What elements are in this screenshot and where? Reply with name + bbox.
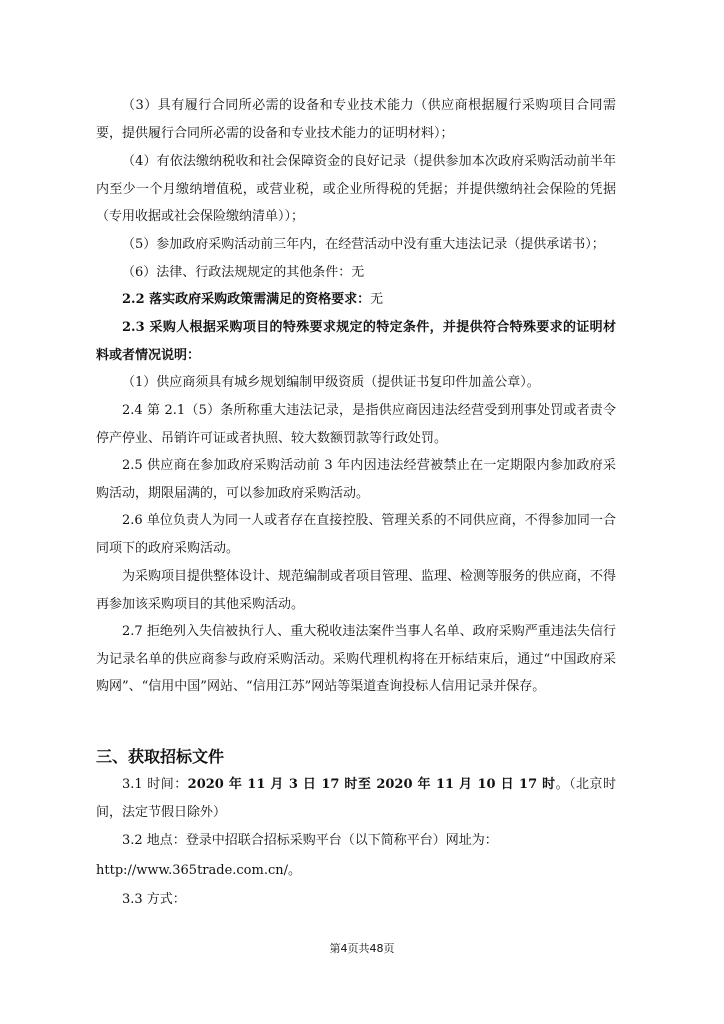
paragraph-3-1: 3.1 时间：2020 年 11 月 3 日 17 时至 2020 年 11 月 10 日 17 时。（北京时间，法定节假日除外） <box>96 777 616 820</box>
paragraph-3-3: 3.3 方式： <box>122 892 186 907</box>
paragraph-requirement-3: （3）具有履行合同所必需的设备和专业技术能力（供应商根据履行采购项目合同需要，提供履行合同所必需的设备和专业技术能力的证明材料）； <box>96 98 616 141</box>
paragraph-2-3: 2.3 采购人根据采购项目的特殊要求规定的特定条件，并提供符合特殊要求的证明材料或者情况说明： <box>96 320 616 363</box>
paragraph-2-2: 2.2 落实政府采购政策需满足的资格要求：无 <box>122 292 384 307</box>
paragraph-3-2: 3.2 地点：登录中招联合招标采购平台（以下简称平台）网址为： <box>122 833 498 848</box>
page-number-footer: 第4页共48页 <box>329 942 395 955</box>
paragraph-2-6-note: 为采购项目提供整体设计、规范编制或者项目管理、监理、检测等服务的供应商，不得再参加该采购项目的其他采购活动。 <box>96 569 617 612</box>
paragraph-requirement-6: （6）法律、行政法规规定的其他条件：无 <box>122 265 365 280</box>
paragraph-requirement-4: （4）有依法缴纳税收和社会保障资金的良好记录（提供参加本次政府采购活动前半年内至少一个月缴纳增值税，或营业税，或企业所得税的凭据；并提供缴纳社会保险的凭据（专用收据或社会保险缴纳清单））； <box>96 154 616 224</box>
paragraph-2-6: 2.6 单位负责人为同一人或者存在直接控股、管理关系的不同供应商，不得参加同一合同项下的政府采购活动。 <box>96 513 616 556</box>
paragraph-requirement-5: （5）参加政府采购活动前三年内，在经营活动中没有重大违法记录（提供承诺书）； <box>122 237 605 252</box>
paragraph-2-7: 2.7 拒绝列入失信被执行人、重大税收违法案件当事人名单、政府采购严重违法失信行为记录名单的供应商参与政府采购活动。采购代理机构将在开标结束后，通过“中国政府采购网”、“信用中国”网站、“信用江苏”网站等渠道查询投标人信用记录并保存。 <box>96 624 616 694</box>
paragraph-2-4: 2.4 第 2.1（5）条所称重大违法记录，是指供应商因违法经营受到刑事处罚或者责令停产停业、吊销许可证或者执照、较大数额罚款等行政处罚。 <box>96 403 616 446</box>
platform-url: http://www.365trade.com.cn/。 <box>96 863 302 878</box>
paragraph-2-3-item-1: （1）供应商须具有城乡规划编制甲级资质（提供证书复印件加盖公章）。 <box>122 375 540 390</box>
section-3-heading: 三、获取招标文件 <box>96 747 225 766</box>
paragraph-2-5: 2.5 供应商在参加政府采购活动前 3 年内因违法经营被禁止在一定期限内参加政府采购活动，期限届满的，可以参加政府采购活动。 <box>96 458 616 501</box>
